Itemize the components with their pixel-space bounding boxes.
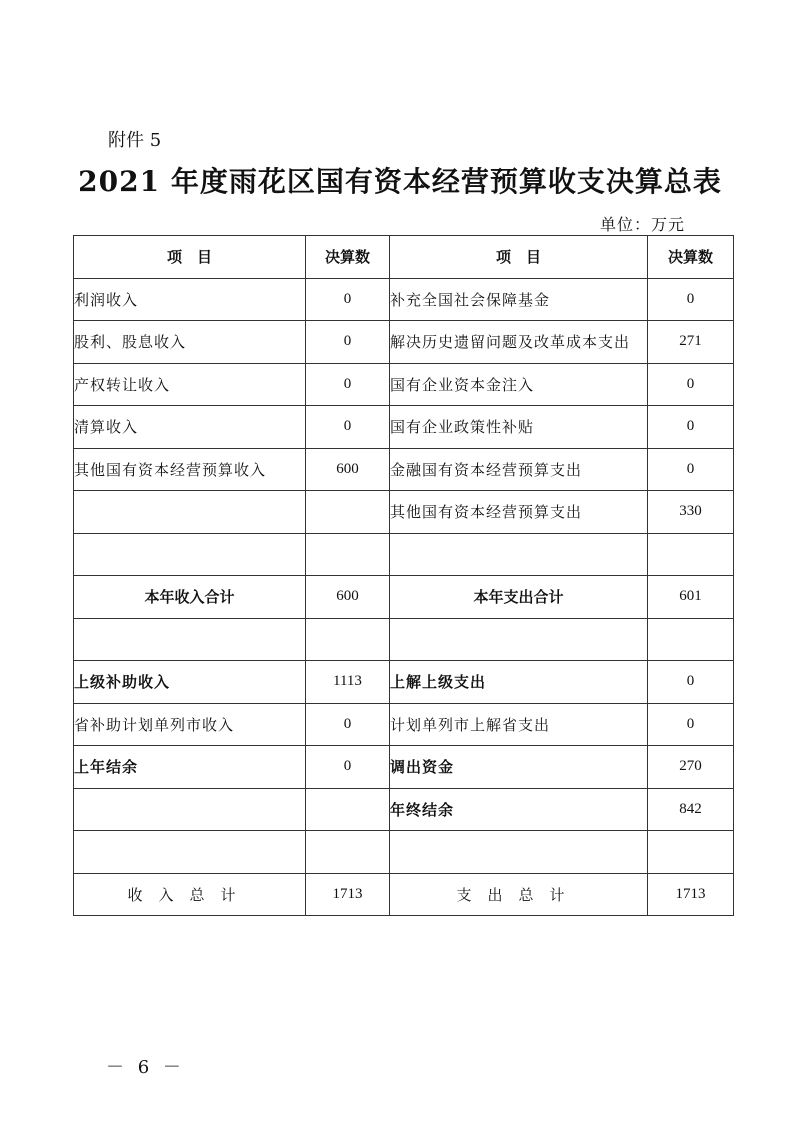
table-row-subtotal [74, 576, 734, 619]
table-row-total [74, 873, 734, 916]
right-value: 271 [648, 321, 734, 364]
attachment-label: 附件 5 [108, 130, 162, 151]
table-row [74, 278, 734, 321]
table-row [74, 448, 734, 491]
right-item [390, 831, 648, 874]
table-row [74, 788, 734, 831]
left-value: 0 [306, 406, 390, 449]
left-item [74, 618, 306, 661]
left-value: 0 [306, 703, 390, 746]
table-row [74, 661, 734, 704]
page-title: 2021 年度雨花区国有资本经营预算收支决算总表 [78, 165, 722, 198]
expense-total-value: 1713 [648, 873, 734, 916]
table-header-row [74, 236, 734, 279]
header-right-value: 决算数 [648, 236, 734, 279]
table-row-empty [74, 533, 734, 576]
table-row-empty [74, 618, 734, 661]
right-value: 0 [648, 278, 734, 321]
right-item: 上解上级支出 [390, 661, 648, 704]
table-row-empty [74, 831, 734, 874]
budget-table [73, 235, 734, 916]
income-subtotal-value: 600 [306, 576, 390, 619]
left-item [74, 533, 306, 576]
left-value: 0 [306, 321, 390, 364]
income-subtotal-label: 本年收入合计 [74, 576, 306, 619]
table-row [74, 491, 734, 534]
right-value: 330 [648, 491, 734, 534]
right-value: 0 [648, 661, 734, 704]
expense-total-label: 支出总计 [390, 873, 648, 916]
expense-subtotal-value: 601 [648, 576, 734, 619]
right-item [390, 533, 648, 576]
left-value [306, 831, 390, 874]
right-value [648, 533, 734, 576]
expense-subtotal-label: 本年支出合计 [390, 576, 648, 619]
table-row [74, 406, 734, 449]
left-item: 股利、股息收入 [74, 321, 306, 364]
right-item: 金融国有资本经营预算支出 [390, 448, 648, 491]
table-row [74, 746, 734, 789]
left-value: 1113 [306, 661, 390, 704]
left-value: 600 [306, 448, 390, 491]
right-value [648, 618, 734, 661]
left-item: 产权转让收入 [74, 363, 306, 406]
left-item [74, 831, 306, 874]
right-item: 补充全国社会保障基金 [390, 278, 648, 321]
income-total-value: 1713 [306, 873, 390, 916]
right-item: 国有企业资本金注入 [390, 363, 648, 406]
table-row [74, 321, 734, 364]
right-item: 解决历史遗留问题及改革成本支出 [390, 321, 648, 364]
left-value: 0 [306, 746, 390, 789]
left-value [306, 533, 390, 576]
left-item: 清算收入 [74, 406, 306, 449]
unit-label: 单位：万元 [600, 215, 686, 234]
table-row [74, 703, 734, 746]
left-item: 省补助计划单列市收入 [74, 703, 306, 746]
page-number: － 6 － [106, 1057, 185, 1078]
income-total-label: 收入总计 [74, 873, 306, 916]
left-value [306, 618, 390, 661]
left-item: 上级补助收入 [74, 661, 306, 704]
right-value: 0 [648, 703, 734, 746]
header-left-value: 决算数 [306, 236, 390, 279]
left-value [306, 491, 390, 534]
left-value [306, 788, 390, 831]
right-value: 0 [648, 448, 734, 491]
right-value: 842 [648, 788, 734, 831]
table-row [74, 363, 734, 406]
left-item: 其他国有资本经营预算收入 [74, 448, 306, 491]
right-item: 年终结余 [390, 788, 648, 831]
right-value: 270 [648, 746, 734, 789]
right-item: 调出资金 [390, 746, 648, 789]
right-value [648, 831, 734, 874]
right-item: 国有企业政策性补贴 [390, 406, 648, 449]
left-item [74, 788, 306, 831]
left-value: 0 [306, 278, 390, 321]
right-item: 计划单列市上解省支出 [390, 703, 648, 746]
right-item [390, 618, 648, 661]
left-item: 利润收入 [74, 278, 306, 321]
header-right-item: 项 目 [390, 236, 648, 279]
right-item: 其他国有资本经营预算支出 [390, 491, 648, 534]
right-value: 0 [648, 363, 734, 406]
left-item: 上年结余 [74, 746, 306, 789]
right-value: 0 [648, 406, 734, 449]
left-item [74, 491, 306, 534]
header-left-item: 项 目 [74, 236, 306, 279]
left-value: 0 [306, 363, 390, 406]
